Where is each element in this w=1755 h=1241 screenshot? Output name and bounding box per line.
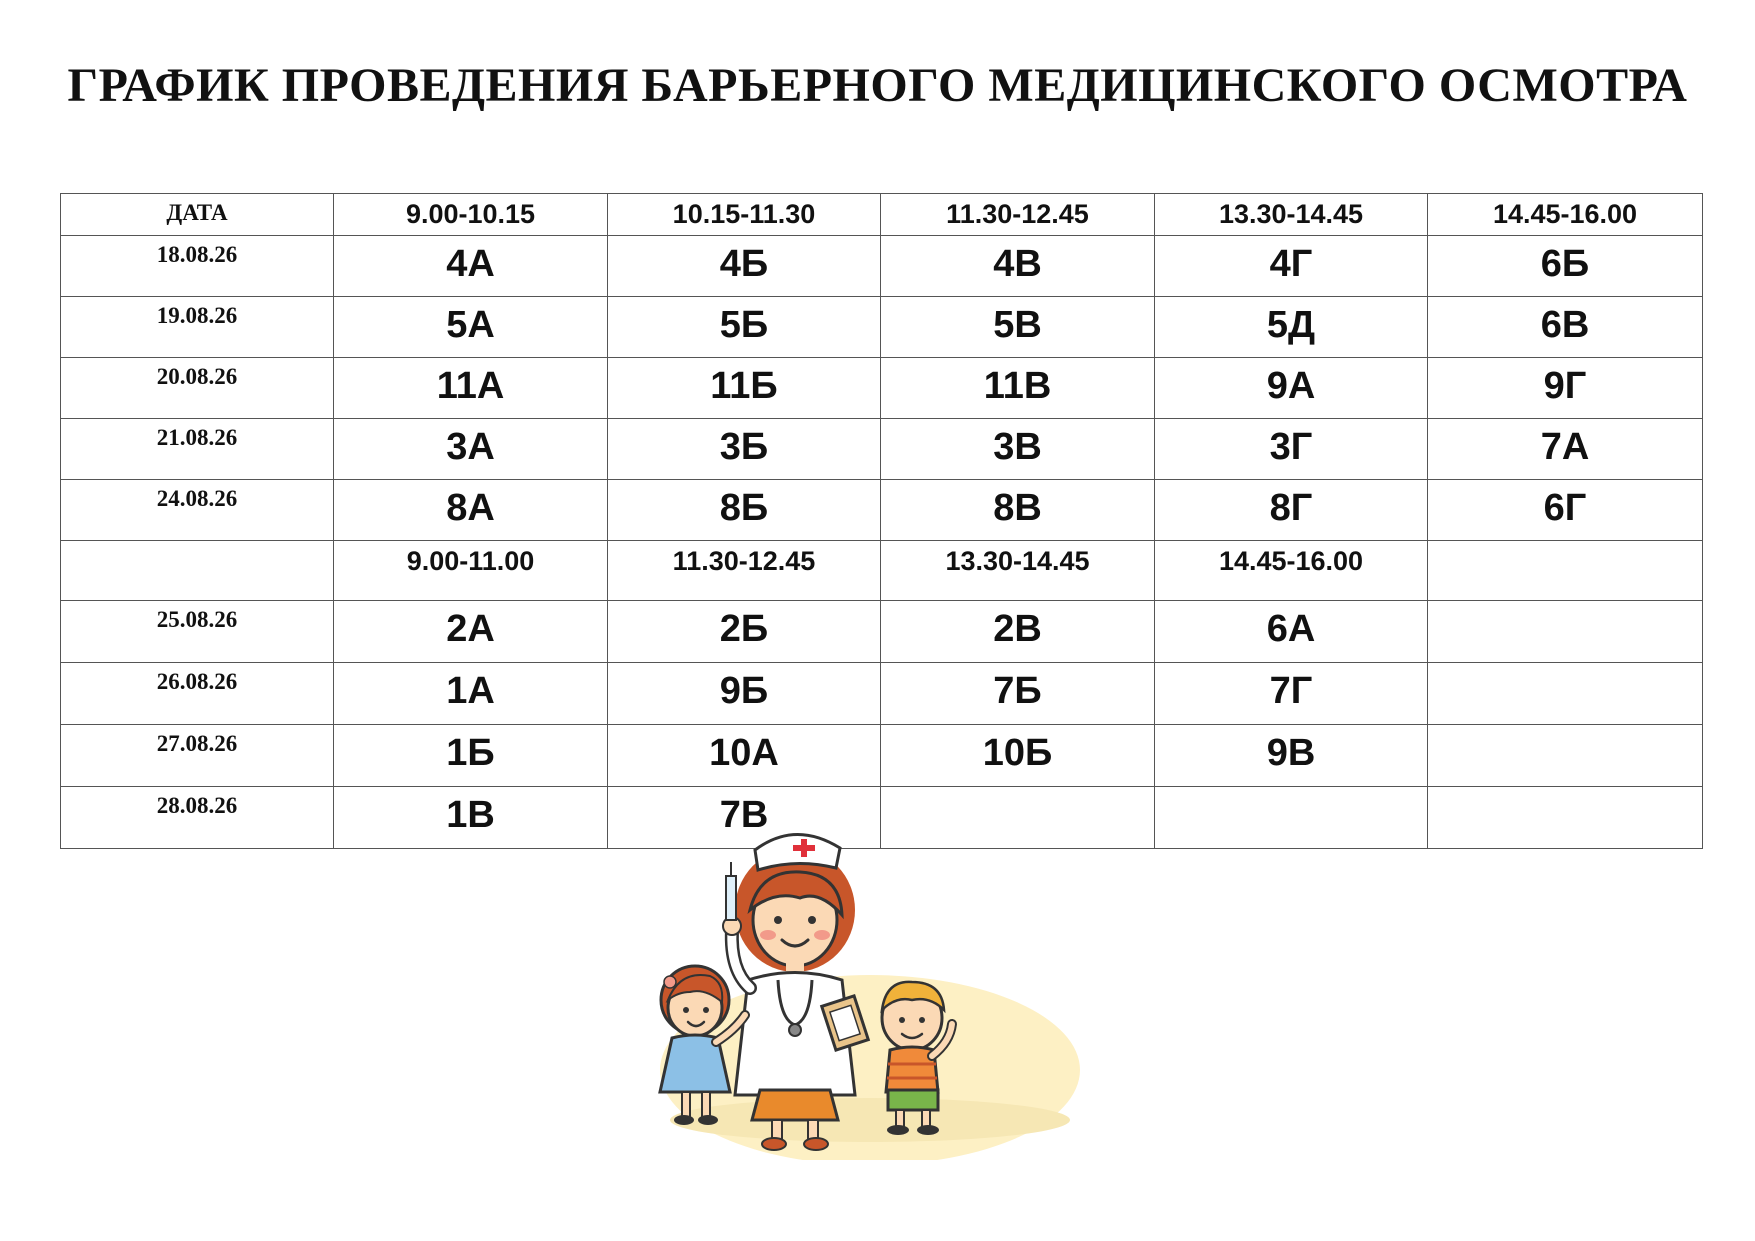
nurse-children-svg [650, 820, 1110, 1160]
schedule-table [60, 193, 1703, 849]
class-cell: 9А [1155, 358, 1428, 419]
class-cell: 8В [881, 480, 1155, 541]
class-cell: 10А [608, 725, 881, 787]
class-cell [1428, 725, 1703, 787]
class-cell: 2А [334, 601, 608, 663]
class-cell: 5В [881, 297, 1155, 358]
class-cell [1155, 787, 1428, 849]
class-cell: 6Г [1428, 480, 1703, 541]
ground-shadow [670, 1098, 1070, 1142]
class-cell: 6В [1428, 297, 1703, 358]
row-date: 18.08.26 [61, 236, 334, 297]
class-cell: 4А [334, 236, 608, 297]
row-date: 28.08.26 [61, 787, 334, 849]
time-slot-header: 13.30-14.45 [881, 541, 1155, 601]
table-row [61, 663, 1703, 725]
class-cell: 11Б [608, 358, 881, 419]
second-header-row [61, 541, 1703, 601]
class-cell: 7А [1428, 419, 1703, 480]
class-cell: 9В [1155, 725, 1428, 787]
table-row [61, 236, 1703, 297]
class-cell: 11А [334, 358, 608, 419]
table-row [61, 297, 1703, 358]
row-date: 20.08.26 [61, 358, 334, 419]
table-row [61, 601, 1703, 663]
row-date: 21.08.26 [61, 419, 334, 480]
class-cell: 5А [334, 297, 608, 358]
class-cell: 1Б [334, 725, 608, 787]
class-cell: 4Г [1155, 236, 1428, 297]
table-row [61, 480, 1703, 541]
page-title: ГРАФИК ПРОВЕДЕНИЯ БАРЬЕРНОГО МЕДИЦИНСКОГО ОСМОТРА [67, 59, 1688, 112]
time-slot-header: 14.45-16.00 [1428, 194, 1703, 236]
class-cell [1428, 601, 1703, 663]
time-slot-header: 14.45-16.00 [1155, 541, 1428, 601]
class-cell: 2В [881, 601, 1155, 663]
class-cell: 10Б [881, 725, 1155, 787]
row-date: 26.08.26 [61, 663, 334, 725]
date-header: ДАТА [61, 194, 334, 236]
class-cell: 7Г [1155, 663, 1428, 725]
class-cell: 8Г [1155, 480, 1428, 541]
class-cell: 4В [881, 236, 1155, 297]
class-cell: 5Д [1155, 297, 1428, 358]
time-slot-header: 9.00-11.00 [334, 541, 608, 601]
time-slot-header: 13.30-14.45 [1155, 194, 1428, 236]
row-date: 27.08.26 [61, 725, 334, 787]
table-row [61, 358, 1703, 419]
time-slot-header: 10.15-11.30 [608, 194, 881, 236]
row-date: 24.08.26 [61, 480, 334, 541]
class-cell: 6А [1155, 601, 1428, 663]
class-cell: 3Б [608, 419, 881, 480]
row-date: 25.08.26 [61, 601, 334, 663]
row-date: 19.08.26 [61, 297, 334, 358]
class-cell: 1В [334, 787, 608, 849]
class-cell: 9Б [608, 663, 881, 725]
class-cell: 5Б [608, 297, 881, 358]
class-cell: 3А [334, 419, 608, 480]
empty-cell [1428, 541, 1703, 601]
class-cell: 7Б [881, 663, 1155, 725]
time-slot-header: 11.30-12.45 [608, 541, 881, 601]
time-slot-header: 9.00-10.15 [334, 194, 608, 236]
class-cell: 6Б [1428, 236, 1703, 297]
nurse-with-children-illustration [650, 820, 1110, 1160]
class-cell: 8А [334, 480, 608, 541]
class-cell: 3В [881, 419, 1155, 480]
class-cell [1428, 663, 1703, 725]
table-row [61, 725, 1703, 787]
class-cell: 11В [881, 358, 1155, 419]
table-row [61, 419, 1703, 480]
class-cell: 7В [608, 787, 881, 849]
class-cell: 9Г [1428, 358, 1703, 419]
class-cell: 1А [334, 663, 608, 725]
class-cell: 2Б [608, 601, 881, 663]
class-cell: 3Г [1155, 419, 1428, 480]
class-cell [1428, 787, 1703, 849]
class-cell: 4Б [608, 236, 881, 297]
table-header-row [61, 194, 1703, 236]
time-slot-header: 11.30-12.45 [881, 194, 1155, 236]
empty-cell [61, 541, 334, 601]
class-cell: 8Б [608, 480, 881, 541]
